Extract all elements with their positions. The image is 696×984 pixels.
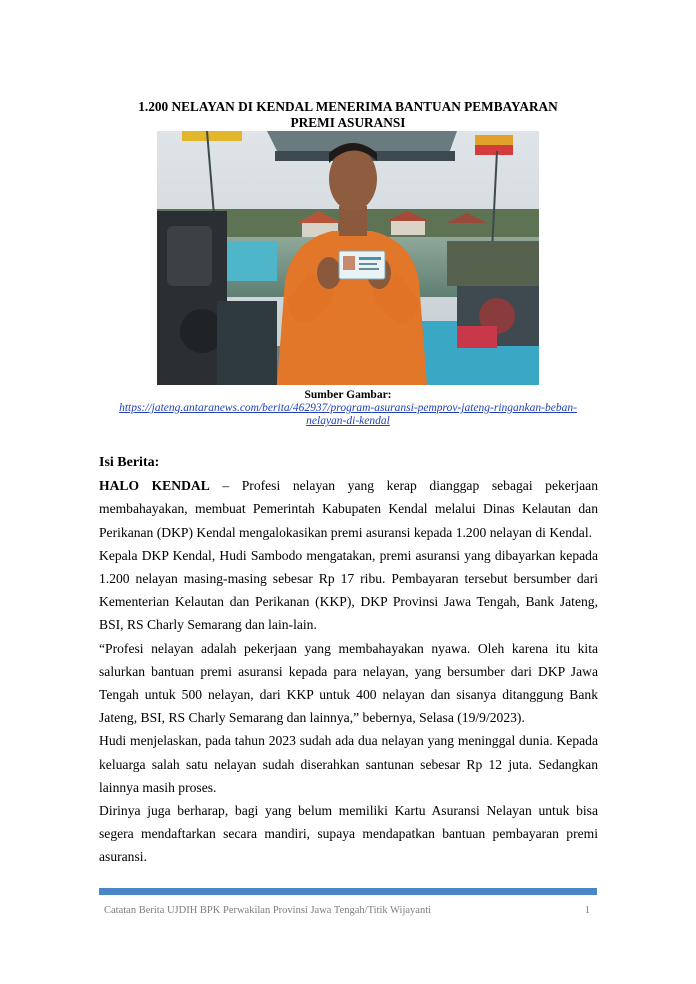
page-footer <box>104 905 590 916</box>
section-heading: Isi Berita: <box>99 455 160 470</box>
footer-divider <box>99 888 597 895</box>
title-line-2: PREMI ASURANSI <box>290 115 406 130</box>
paragraph-2: Kepala DKP Kendal, Hudi Sambodo mengatakan, premi asuransi yang dibayarkan kepada 1.200 nelayan masing-masing sebesar Rp 17 ribu. Pembayaran tersebut bersumber dari Kementerian Kelautan dan Perikanan (KKP), DKP Provinsi Jawa Tengah, Bank Jateng, BSI, RS Charly Semarang dan lain-lain. <box>99 547 598 633</box>
article-body <box>99 451 598 869</box>
page-title <box>100 99 596 131</box>
image-caption-label: Sumber Gambar: <box>304 389 392 401</box>
image-caption <box>100 389 596 428</box>
paragraph-5: Dirinya juga berharap, bagi yang belum memiliki Kartu Asuransi Nelayan untuk bisa segera mendaftarkan secara mandiri, supaya mendapatkan bantuan pembayaran premi asuransi. <box>99 803 598 865</box>
paragraph-4: Hudi menjelaskan, pada tahun 2023 sudah ada dua nelayan yang meninggal dunia. Kepada keluarga salah satu nelayan sudah diserahkan santunan sebesar Rp 12 juta. Sedangkan lainnya masih proses. <box>99 733 598 795</box>
title-line-1: 1.200 NELAYAN DI KENDAL MENERIMA BANTUAN PEMBAYARAN <box>138 99 558 114</box>
image-source-link[interactable] <box>100 402 596 428</box>
image-source-link-line-1[interactable]: https://jateng.antaranews.com/berita/462937/program-asuransi-pemprov-jateng-ringankan-beban- <box>119 402 577 414</box>
footer-text: Catatan Berita UJDIH BPK Perwakilan Provinsi Jawa Tengah/Titik Wijayanti <box>104 905 432 916</box>
paragraph-3: “Profesi nelayan adalah pekerjaan yang membahayakan nyawa. Oleh karena itu kita salurkan bantuan premi asuransi kepada para nelayan, yang bersumber dari DKP Jawa Tengah untuk 500 nelayan, dari KKP untuk 400 nelayan dan sisanya ditanggung Bank Jateng, BSI, RS Charly Semarang dan lainnya,” bebernya, Selasa (19/9/2023). <box>99 640 598 726</box>
image-source-link-line-2[interactable]: nelayan-di-kendal <box>306 415 390 427</box>
page-number: 1 <box>584 905 590 916</box>
paragraph-1-text: – Profesi nelayan yang kerap dianggap sebagai pekerjaan membahayakan, membuat Pemerintah Kabupaten Kendal melalui Dinas Kelautan dan Perikanan (DKP) Kendal mengalokasikan premi asuransi kepada 1.200 nelayan di Kendal. <box>99 478 599 540</box>
article-lead: HALO KENDAL <box>99 478 210 494</box>
news-photo <box>157 131 539 385</box>
paragraph-1 <box>99 474 598 544</box>
